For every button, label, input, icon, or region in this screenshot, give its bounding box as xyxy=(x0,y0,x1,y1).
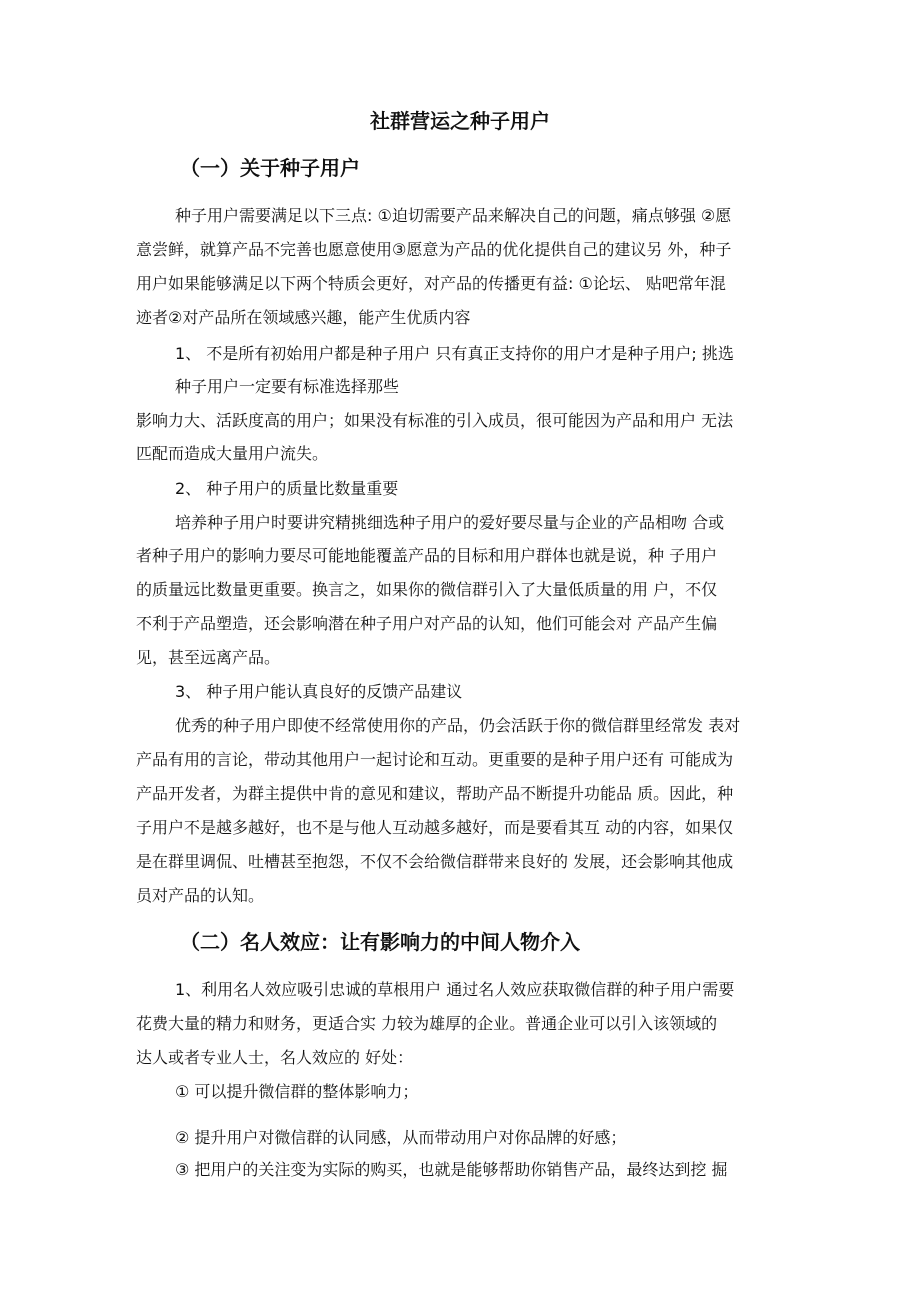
paragraph-line: 不利于产品塑造，还会影响潜在种子用户对产品的认知，他们可能会对 产品产生偏 xyxy=(136,614,718,633)
paragraph-line: 用户如果能够满足以下两个特质会更好，对产品的传播更有益: ①论坛、 贴吧常年混 xyxy=(136,274,726,293)
paragraph-line: 的质量远比数量更重要。换言之，如果你的微信群引入了大量低质量的用 户，不仅 xyxy=(136,580,718,599)
paragraph-line: 员对产品的认知。 xyxy=(136,886,265,905)
paragraph-line: 者种子用户的影响力要尽可能地能覆盖产品的目标和用户群体也就是说，种 子用户 xyxy=(136,546,718,565)
paragraph-line: 优秀的种子用户即使不经常使用你的产品，仍会活跃于你的微信群里经常发 表对 xyxy=(175,716,741,735)
list-item-2: 2、 种子用户的质量比数量重要 xyxy=(175,479,399,498)
paragraph-line: 迹者②对产品所在领域感兴趣，能产生优质内容 xyxy=(136,308,471,327)
benefit-item: ③ 把用户的关注变为实际的购买，也就是能够帮助你销售产品，最终达到挖 掘 xyxy=(175,1160,728,1179)
paragraph-line: 1、利用名人效应吸引忠诚的草根用户 通过名人效应获取微信群的种子用户需要 xyxy=(175,980,735,999)
list-item-1: 1、 不是所有初始用户都是种子用户 只有真正支持你的用户才是种子用户; 挑选 xyxy=(175,344,734,363)
section-heading-2: （二）名人效应：让有影响力的中间人物介入 xyxy=(180,930,580,954)
paragraph-line: 花费大量的精力和财务，更适合实 力较为雄厚的企业。普通企业可以引入该领域的 xyxy=(136,1014,718,1033)
paragraph-line: 达人或者专业人士，名人效应的 好处： xyxy=(136,1048,414,1067)
paragraph-line: 见，甚至远离产品。 xyxy=(136,648,281,667)
benefit-item: ① 可以提升微信群的整体影响力； xyxy=(175,1082,419,1101)
paragraph-line: 意尝鲜，就算产品不完善也愿意使用③愿意为产品的优化提供自己的建议另 外，种子 xyxy=(136,240,732,259)
list-item-3: 3、 种子用户能认真良好的反馈产品建议 xyxy=(175,682,463,701)
paragraph-line: 是在群里调侃、吐槽甚至抱怨，不仅不会给微信群带来良好的 发展，还会影响其他成 xyxy=(136,852,734,871)
benefit-item: ② 提升用户对微信群的认同感，从而带动用户对你品牌的好感； xyxy=(175,1128,627,1147)
paragraph-line: 种子用户一定要有标准选择那些 xyxy=(175,377,400,396)
paragraph-line: 影响力大、活跃度高的用户；如果没有标准的引入成员，很可能因为产品和用户 无法 xyxy=(136,411,734,430)
paragraph-line: 子用户不是越多越好，也不是与他人互动越多越好，而是要看其互 动的内容，如果仅 xyxy=(136,818,734,837)
paragraph-line: 种子用户需要满足以下三点: ①迫切需要产品来解决自己的问题，痛点够强 ②愿 xyxy=(175,206,732,225)
paragraph-line: 匹配而造成大量用户流失。 xyxy=(136,444,329,463)
section-heading-1: （一）关于种子用户 xyxy=(180,156,360,180)
paragraph-line: 产品有用的言论，带动其他用户一起讨论和互动。更重要的是种子用户还有 可能成为 xyxy=(136,750,734,769)
paragraph-line: 培养种子用户时要讲究精挑细选种子用户的爱好要尽量与企业的产品相吻 合或 xyxy=(175,513,725,532)
paragraph-line: 产品开发者，为群主提供中肯的意见和建议，帮助产品不断提升功能品 质。因此，种 xyxy=(136,784,734,803)
page-title: 社群营运之种子用户 xyxy=(370,109,550,133)
